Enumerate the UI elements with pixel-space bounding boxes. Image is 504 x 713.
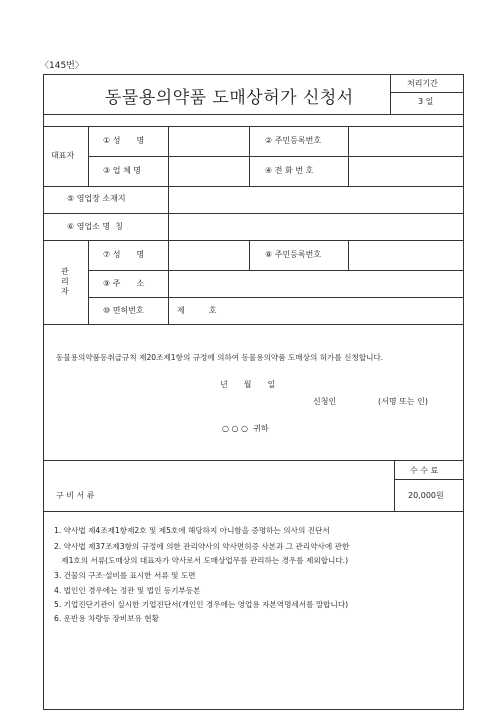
rep-rrn-field[interactable] xyxy=(350,128,461,154)
documents-label: 구 비 서 류 xyxy=(56,491,95,500)
date-line[interactable]: 년 월 일 xyxy=(220,380,276,389)
processing-inner-line xyxy=(390,92,463,93)
mgr-label-divider xyxy=(168,240,169,324)
requirement-item: 3. 건물의 구조·설비를 표시한 서류 및 도면 xyxy=(54,571,196,580)
business-title-label: ⑥ 영업소 명 칭 xyxy=(67,222,123,231)
mgr-row-divider-2 xyxy=(88,297,463,298)
mgr-license-value[interactable]: 제 호 xyxy=(177,306,217,315)
processing-label: 처리기간 xyxy=(407,79,438,88)
form-title: 동물용의약품 도매상허가 신청서 xyxy=(105,88,354,108)
mgr-name-label: ⑦ 성 명 xyxy=(103,250,145,259)
mgr-rrn-field[interactable] xyxy=(350,242,461,268)
fee-value: 20,000원 xyxy=(408,491,444,500)
requirement-item: 5. 기업진단기관이 실시한 기업진단서(개인인 경우에는 영업용 자본역명세서를 말합니다) xyxy=(54,600,349,609)
mgr-section-bottom xyxy=(43,324,463,325)
phone-field[interactable] xyxy=(350,158,461,184)
mgr-address-field[interactable] xyxy=(170,272,461,296)
section-top-border xyxy=(43,126,463,127)
mgr-group-label-2: 리 xyxy=(61,277,69,286)
business-address-label: ⑤ 영업장 소재지 xyxy=(67,194,126,203)
fee-label: 수 수 료 xyxy=(410,466,439,475)
rep-section-bottom xyxy=(43,186,463,187)
title-row-border xyxy=(43,114,463,115)
processing-value: 3 일 xyxy=(418,97,434,106)
fee-section-bottom xyxy=(43,511,463,512)
fee-inner-line xyxy=(394,479,463,480)
requirement-item: 4. 법인인 경우에는 정관 및 법인 등기부등본 xyxy=(54,586,201,595)
mgr-license-label: ⑩ 면허번호 xyxy=(103,306,144,315)
mgr-address-label: ⑨ 주 소 xyxy=(103,279,145,288)
mgr-row-divider-1 xyxy=(88,270,463,271)
rep-row-divider xyxy=(88,156,463,157)
signature-note: (서명 또는 인) xyxy=(378,397,428,406)
rep-rrn-label: ② 주민등록번호 xyxy=(265,136,322,145)
mgr-group-divider xyxy=(88,240,89,324)
business-row-divider xyxy=(43,213,463,214)
mgr-name-field[interactable] xyxy=(170,242,247,268)
application-statement: 동물용의약품등취급규칙 제20조제1항의 규정에 의하여 동물용의약품 도매상의 허가를 신청합니다. xyxy=(56,353,384,362)
processing-divider xyxy=(390,74,391,114)
business-name-label: ③ 업 체 명 xyxy=(103,166,141,175)
rep-name-label: ① 성 명 xyxy=(103,136,145,145)
business-section-bottom xyxy=(43,240,463,241)
phone-label: ④ 전 화 번 호 xyxy=(265,166,314,175)
business-name-field[interactable] xyxy=(170,158,247,184)
mgr-mid-divider xyxy=(249,240,250,270)
form-number: 〈145번〉 xyxy=(40,61,84,71)
statement-section-bottom xyxy=(43,460,463,461)
mgr-rrn-label: ⑧ 주민등록번호 xyxy=(265,250,322,259)
business-title-field[interactable] xyxy=(170,215,461,239)
business-address-field[interactable] xyxy=(170,188,461,212)
rep-group-label: 대표자 xyxy=(51,151,75,160)
mgr-group-label-3: 자 xyxy=(61,287,69,296)
requirement-item: 1. 약사법 제4조제1항제2호 및 제5호에 해당하지 아니함을 증명하는 의사의 진단서 xyxy=(54,526,330,535)
requirement-item: 6. 운반용 차량등 장비보유 현황 xyxy=(54,614,159,623)
fee-divider xyxy=(394,460,395,511)
mgr-right-divider xyxy=(348,240,349,270)
rep-name-field[interactable] xyxy=(170,128,247,154)
applicant-label: 신청인 xyxy=(313,397,337,406)
recipient: ○ ○ ○ 귀하 xyxy=(222,424,269,433)
requirement-item: 제1호의 서류(도매상의 대표자가 약사로서 도매상업무를 관리하는 경우를 제외합니다.) xyxy=(54,556,349,565)
requirement-item: 2. 약사법 제37조제3항의 규정에 의한 관리약사의 약사면허증 사본과 그 관리약사에 관한 xyxy=(54,542,350,551)
mgr-group-label-1: 관 xyxy=(61,267,69,276)
